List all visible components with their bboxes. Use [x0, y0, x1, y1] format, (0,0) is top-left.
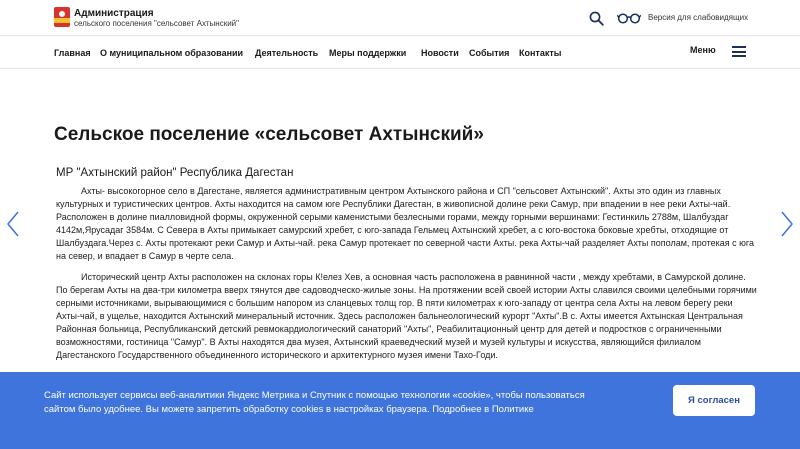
main-nav	[0, 37, 800, 69]
accessible-version-link[interactable]: Версия для слабовидящих	[648, 13, 749, 22]
hamburger-line	[732, 46, 746, 48]
chevron-left-icon[interactable]	[7, 211, 19, 237]
site-header	[0, 0, 800, 36]
cookie-banner	[0, 372, 800, 449]
org-subtitle[interactable]: сельского поселения "сельсовет Ахтынский"	[74, 19, 239, 28]
nav-item-events[interactable]: События	[469, 48, 510, 58]
nav-item-contacts[interactable]: Контакты	[519, 48, 562, 58]
region-subtitle: МР "Ахтынский район" Республика Дагестан	[56, 167, 294, 179]
logo-emblem	[59, 11, 65, 17]
org-title[interactable]: Администрация	[74, 8, 154, 19]
page-title: Сельское поселение «сельсовет Ахтынский»	[54, 124, 484, 145]
nav-item-about[interactable]: О муниципальном образовании	[100, 48, 244, 58]
nav-item-activity[interactable]: Деятельность	[255, 48, 319, 58]
logo-band	[54, 18, 70, 23]
hamburger-line	[732, 55, 746, 57]
glasses-icon[interactable]	[617, 12, 641, 24]
menu-label[interactable]: Меню	[690, 45, 716, 55]
coat-of-arms-logo[interactable]	[54, 7, 70, 27]
accept-cookies-button[interactable]: Я согласен	[673, 385, 755, 416]
cookie-notice-text: Сайт использует сервисы веб-аналитики Яндекс Метрика и Спутник с помощью технологии «cookie», чтобы пользоваться сайтом было удобнее. Вы можете запретить обработку cookies в настройках браузера. Подробнее в Политике	[44, 390, 585, 415]
paragraph: Исторический центр Ахты расположен на склонах горы К!елез Хев, а основная часть расположена в равнинной части , между хребтами, в Самурской долине. По берегам Ахты на два-три километра вверх тянутся две садоводческо-жилые зоны. На протяжении всей своей истории Ахты славился своими целебными горячими серными источниками, вырывающимися с большим напором из сланцевых толщ гор. В пяти километрах к юго-западу от центра села Ахты на левом берегу реки Ахты-чай, в ущелье, находится Ахтынский минеральный источник. Здесь расположен бальнеологический курорт "Ахты".В с. Ахты имеется Ахтынская Центральная Районная больница, Республиканский детский ревмокардиологический санаторий "Ахты", Реабилитационный центр для детей и подростков с ограниченными возможностями, гостиница "Самур". В Ахты находятся два музея, Ахтынский краеведческий музей и музей культуры и искусства, являющийся филиалом Дагестанского Государственного объединенного исторического и архитектурного музея имени Тахо-Годи.	[56, 272, 757, 360]
nav-item-support[interactable]: Меры поддержки	[329, 48, 407, 58]
chevron-right-icon[interactable]	[781, 211, 793, 237]
search-icon[interactable]	[589, 11, 604, 26]
hamburger-line	[732, 51, 746, 53]
paragraph: Ахты- высокогорное село в Дагестане, является административным центром Ахтынского района и СП "сельсовет Ахтынский". Ахты это один из главных культурных и туристических центров. Ахты находится на самом юге Республики Дагестан, в живописной долине реки Самур, при впадении в нее реки Ахты-чай. Расположен в долине пиалловидной формы, окруженной серыми каменистыми безлесными горами, между горными вершинами: Гестинкиль 2788м, Шалбуздаг 4142м,Ярусадаг 3584м. С Севера в Ахты примыкает самурский хребет, с юго-запада Гельмец Ахтынский хребет, а с юго-востока боковые хребты, отходящие от Шалбуздага.Через с. Ахты протекают реки Самур и Ахты-чай. река Самур протекает по северной части Ахты. река Ахты-чай разделяет Ахты пополам, протекая с юга на север, и впадает в Самур в черте села.	[56, 186, 754, 261]
nav-item-news[interactable]: Новости	[421, 48, 459, 58]
nav-item-home[interactable]: Главная	[54, 48, 91, 58]
hamburger-icon[interactable]	[732, 46, 746, 57]
